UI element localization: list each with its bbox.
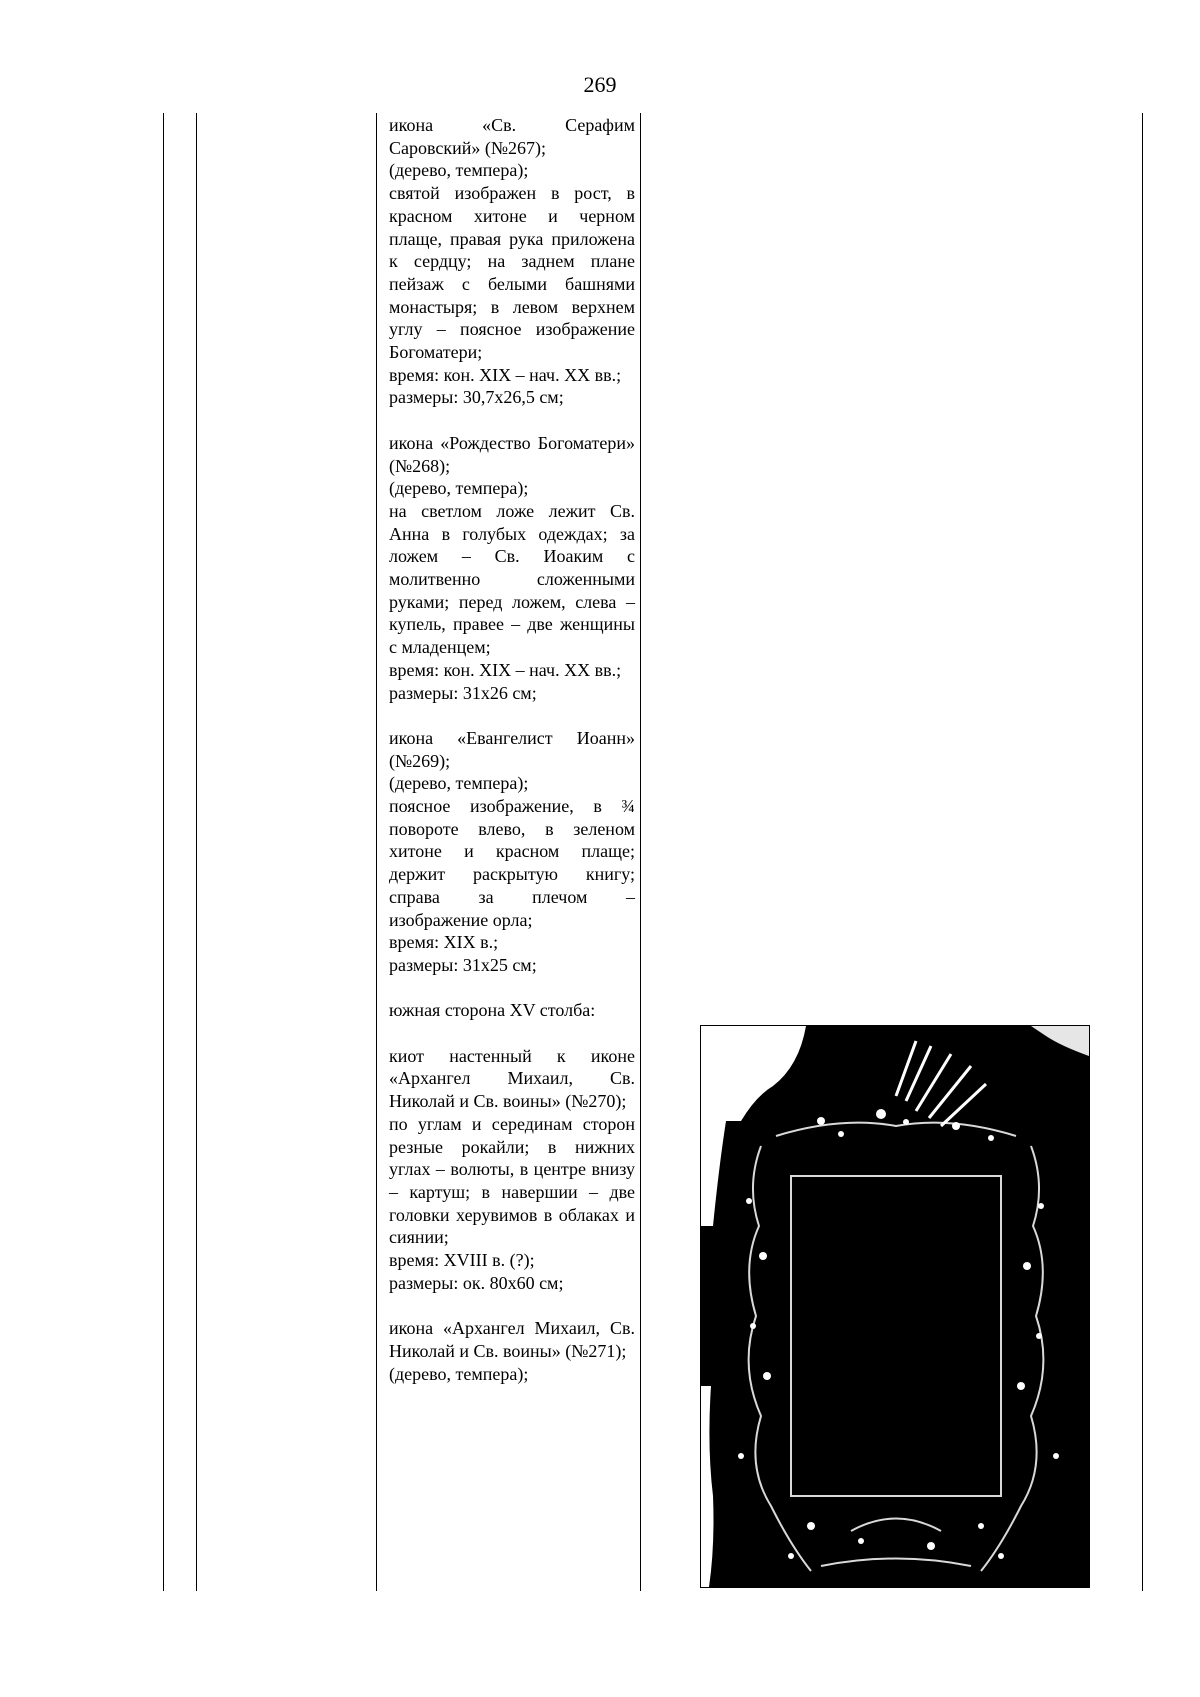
table-column-divider [640,113,641,1591]
entry-line: (дерево, темпера); [389,478,529,499]
description-column [389,114,635,1408]
table-border-left [163,113,164,1591]
entry-line: икона «Св. Серафим Саровский» (№267); [389,115,635,158]
entry-line: на светлом ложе лежит Св. Анна в голубых одеждах; за ложем – Св. Иоаким с молитвенно сложенными руками; перед ложем, слева – купель, правее – две женщины с младенцем; [389,500,635,658]
entry-line: икона «Архангел Михаил, Св. Николай и Св. воины» (№271); [389,1318,635,1361]
entry-line: размеры: 30,7х26,5 см; [389,387,564,408]
entry-line: размеры: 31х25 см; [389,954,537,975]
section-heading [389,999,635,1022]
entry-line: икона «Рождество Богоматери» (№268); [389,432,635,476]
page-number: 269 [583,72,617,97]
catalog-entry [389,114,635,409]
entry-line: время: XIX в.; [389,932,499,953]
catalog-entry [389,432,635,704]
entry-line: размеры: 31х26 см; [389,682,537,703]
entry-line: южная сторона XV столба: [389,1000,596,1021]
entry-line: размеры: ок. 80х60 см; [389,1272,564,1293]
catalog-entry [389,727,635,977]
catalog-entry [389,1045,635,1295]
kiot-frame-photo [700,1025,1090,1588]
entry-line: (дерево, темпера); [389,1363,529,1384]
entry-line: икона «Евангелист Иоанн» (№269); [389,727,635,771]
entry-line: время: XVIII в. (?); [389,1250,535,1271]
table-column-divider [196,113,197,1591]
entry-line: по углам и серединам сторон резные рокайли; в нижних углах – волюты, в центре внизу – картуш; в навершии – две головки херувимов в облаках и сиянии; [389,1113,635,1248]
entry-line: поясное изображение, в ¾ повороте влево, в зеленом хитоне и красном плаще; держит раскрытую книгу; справа за плечом – изображение орла; [389,796,635,930]
entry-line: киот настенный к иконе «Архангел Михаил, Св. Николай и Св. воины» (№270); [389,1045,635,1112]
table-border-right [1142,113,1143,1591]
entry-line: (дерево, темпера); [389,160,529,181]
entry-line: время: кон. XIX – нач. XX вв.; [389,659,622,680]
entry-line: время: кон. XIX – нач. XX вв.; [389,364,622,385]
entry-line: (дерево, темпера); [389,773,529,794]
catalog-entry [389,1317,635,1385]
table-column-divider [376,113,377,1591]
entry-line: святой изображен в рост, в красном хитоне и черном плаще, правая рука приложена к сердцу; на заднем плане пейзаж с белыми башнями монастыря; в левом верхнем углу – поясное изображение Богоматери; [389,183,635,363]
